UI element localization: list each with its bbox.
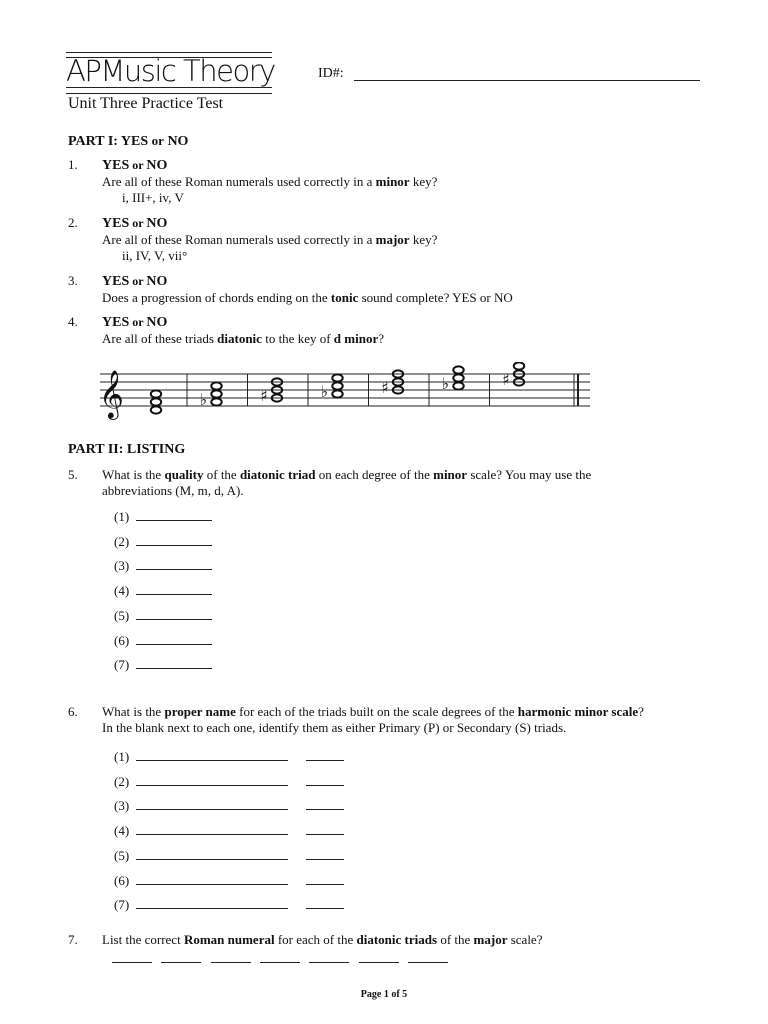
- answer-label: (2): [114, 533, 130, 549]
- answer-blank[interactable]: [136, 657, 212, 669]
- answer-blank[interactable]: [136, 749, 288, 761]
- answer-row: [114, 558, 212, 574]
- primary-secondary-blank[interactable]: [306, 873, 344, 885]
- answer-label: (3): [114, 798, 130, 814]
- id-label: ID#:: [318, 66, 344, 81]
- part2-heading: PART II: LISTING: [68, 442, 186, 457]
- answer-blank[interactable]: [136, 558, 212, 570]
- answer-row: [114, 873, 344, 889]
- answer-row: [114, 534, 212, 550]
- primary-secondary-blank[interactable]: [306, 749, 344, 761]
- chord: [200, 382, 222, 409]
- answer-blank[interactable]: [136, 633, 212, 645]
- chord: [151, 390, 161, 413]
- answer-label: (4): [114, 823, 130, 839]
- answer-label: (4): [114, 583, 130, 599]
- whole-note: [151, 406, 161, 413]
- logo-text: APMusic Theory: [66, 54, 275, 88]
- answer-label: (2): [114, 773, 130, 789]
- answer-blank[interactable]: [136, 583, 212, 595]
- page-subtitle: Unit Three Practice Test: [68, 95, 224, 112]
- answer-blank[interactable]: [136, 798, 288, 810]
- question-3: 3. YES or NO Does a progression of chords ending on the tonic sound complete? YES or NO: [68, 273, 513, 305]
- answer-label: (1): [114, 509, 130, 524]
- whole-note: [514, 362, 524, 369]
- chord: [321, 374, 343, 401]
- answer-label: (7): [114, 897, 130, 913]
- answer-row: [114, 509, 212, 525]
- roman-numeral-blank[interactable]: [359, 962, 399, 963]
- answer-blank[interactable]: [136, 848, 288, 860]
- answer-blank[interactable]: [136, 823, 288, 835]
- roman-numeral-blank[interactable]: [161, 962, 201, 963]
- answer-label: (5): [114, 847, 130, 863]
- answer-row: [114, 848, 344, 864]
- answer-row: [114, 583, 212, 599]
- roman-numeral-blank[interactable]: [309, 962, 349, 963]
- answer-row: [114, 798, 344, 814]
- roman-numeral-blank[interactable]: [112, 962, 152, 963]
- roman-numeral-blank[interactable]: [211, 962, 251, 963]
- primary-secondary-blank[interactable]: [306, 848, 344, 860]
- answer-blank[interactable]: [136, 534, 212, 546]
- answer-blank[interactable]: [136, 774, 288, 786]
- flat-icon: ♭: [441, 374, 450, 393]
- answer-blank[interactable]: [136, 873, 288, 885]
- whole-note: [332, 374, 342, 381]
- whole-note: [211, 398, 221, 405]
- chord: [502, 362, 524, 389]
- question-7: 7. List the correct Roman numeral for each of the diatonic triads of the major scale?: [68, 932, 543, 947]
- answer-label: (6): [114, 632, 130, 648]
- answer-blank[interactable]: [136, 509, 212, 521]
- primary-secondary-blank[interactable]: [306, 798, 344, 810]
- answer-label: (3): [114, 558, 130, 574]
- roman-numeral-blank[interactable]: [408, 962, 448, 963]
- whole-note: [453, 366, 463, 373]
- question-4: 4. YES or NO Are all of these triads diatonic to the key of d minor?: [68, 314, 384, 346]
- question-1: 1. YES or NO Are all of these Roman numerals used correctly in a minor key? i, III+, iv, V: [68, 157, 438, 205]
- answer-row: [114, 633, 212, 649]
- id-field[interactable]: [354, 80, 700, 81]
- whole-note: [151, 398, 161, 405]
- whole-note: [332, 390, 342, 397]
- sharp-icon: ♯: [260, 386, 268, 405]
- answer-label: (1): [114, 749, 130, 764]
- answer-row: [114, 749, 344, 765]
- sharp-icon: ♯: [381, 378, 389, 397]
- logo: [66, 50, 275, 96]
- chord: [442, 366, 464, 393]
- whole-note: [453, 382, 463, 389]
- flat-icon: ♭: [199, 390, 208, 409]
- whole-note: [453, 374, 463, 381]
- answer-row: [114, 774, 344, 790]
- answer-row: [114, 608, 212, 624]
- roman-numeral-blank[interactable]: [260, 962, 300, 963]
- question-6: 6. What is the proper name for each of the triads built on the scale degrees of the harmonic minor scale? In the blank next to each one, identify them as either Primary (P) or Secondary (S) triads.: [68, 704, 644, 735]
- question-5: 5. What is the quality of the diatonic triad on each degree of the minor scale? You may use the abbreviations (M, m, d, A).: [68, 467, 592, 498]
- answer-blank[interactable]: [136, 897, 288, 909]
- primary-secondary-blank[interactable]: [306, 774, 344, 786]
- answer-label: (6): [114, 872, 130, 888]
- sharp-icon: ♯: [502, 370, 510, 389]
- flat-icon: ♭: [320, 382, 329, 401]
- part1-heading: PART I: YES or NO: [68, 133, 189, 149]
- answer-label: (7): [114, 657, 130, 673]
- question-2: 2. YES or NO Are all of these Roman numerals used correctly in a major key? ii, IV, V, vii°: [68, 215, 438, 263]
- music-staff: [96, 362, 596, 420]
- whole-note: [332, 382, 342, 389]
- answer-blank[interactable]: [136, 608, 212, 620]
- treble-clef-icon: 𝄞: [99, 369, 124, 418]
- answer-label: (5): [114, 607, 130, 623]
- page-number: Page 1 of 5: [360, 989, 408, 1000]
- primary-secondary-blank[interactable]: [306, 897, 344, 909]
- whole-note: [151, 390, 161, 397]
- whole-note: [211, 390, 221, 397]
- answer-row: [114, 657, 212, 673]
- answer-row: [114, 897, 344, 913]
- whole-note: [211, 382, 221, 389]
- primary-secondary-blank[interactable]: [306, 823, 344, 835]
- answer-row: [114, 823, 344, 839]
